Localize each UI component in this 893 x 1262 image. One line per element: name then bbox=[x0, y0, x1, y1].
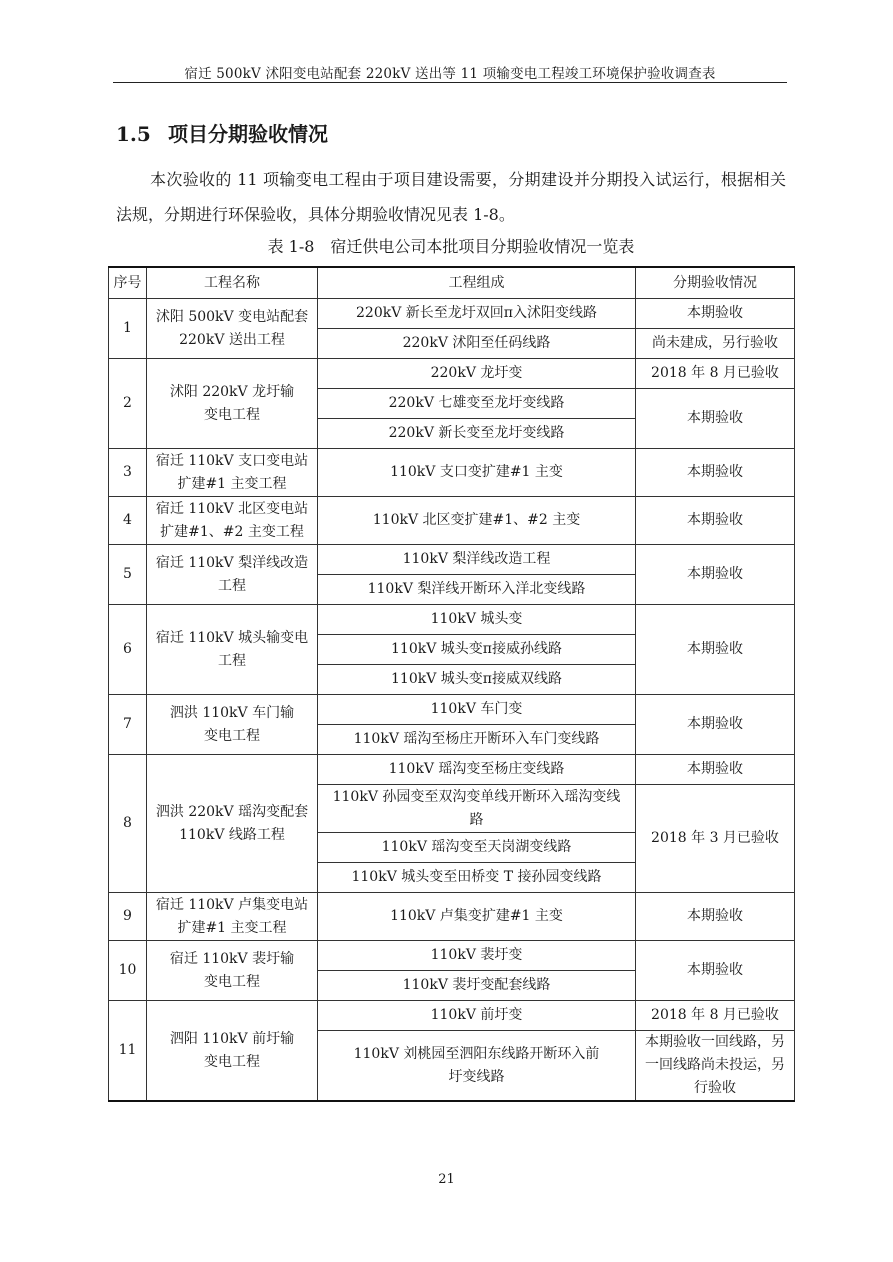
component-cell: 110kV 梨洋线开断环入洋北变线路 bbox=[318, 575, 636, 605]
status-cell: 2018 年 3 月已验收 bbox=[636, 785, 795, 893]
status-cell: 本期验收 bbox=[636, 695, 795, 755]
status-cell: 本期验收一回线路，另一回线路尚未投运，另行验收 bbox=[636, 1031, 795, 1102]
acceptance-table bbox=[108, 266, 795, 1102]
component-cell: 110kV 前圩变 bbox=[318, 1001, 636, 1031]
project-name: 泗阳 110kV 前圩输变电工程 bbox=[147, 1001, 318, 1102]
table-row bbox=[109, 497, 795, 545]
status-cell: 本期验收 bbox=[636, 893, 795, 941]
project-name: 宿迁 110kV 裴圩输变电工程 bbox=[147, 941, 318, 1001]
project-name: 宿迁 110kV 支口变电站扩建#1 主变工程 bbox=[147, 449, 318, 497]
component-cell: 110kV 裴圩变配套线路 bbox=[318, 971, 636, 1001]
project-name: 沭阳 500kV 变电站配套 220kV 送出工程 bbox=[147, 299, 318, 359]
row-number: 3 bbox=[109, 449, 147, 497]
component-cell: 220kV 龙圩变 bbox=[318, 359, 636, 389]
section-number: 1.5 bbox=[116, 122, 151, 146]
status-cell: 2018 年 8 月已验收 bbox=[636, 359, 795, 389]
project-name: 宿迁 110kV 梨洋线改造工程 bbox=[147, 545, 318, 605]
row-number: 9 bbox=[109, 893, 147, 941]
table-row bbox=[109, 545, 795, 575]
table-caption: 表 1-8 宿迁供电公司本批项目分期验收情况一览表 bbox=[267, 237, 635, 256]
component-cell: 110kV 车门变 bbox=[318, 695, 636, 725]
status-cell: 本期验收 bbox=[636, 449, 795, 497]
component-cell: 110kV 裴圩变 bbox=[318, 941, 636, 971]
component-cell: 110kV 城头变π接威双线路 bbox=[318, 665, 636, 695]
component-cell: 220kV 新长至龙圩双回π入沭阳变线路 bbox=[318, 299, 636, 329]
table-row bbox=[109, 1001, 795, 1031]
row-number: 5 bbox=[109, 545, 147, 605]
status-cell: 本期验收 bbox=[636, 545, 795, 605]
table-row bbox=[109, 893, 795, 941]
project-name: 泗洪 110kV 车门输变电工程 bbox=[147, 695, 318, 755]
table-row bbox=[109, 359, 795, 389]
status-cell: 本期验收 bbox=[636, 497, 795, 545]
row-number: 6 bbox=[109, 605, 147, 695]
project-name: 宿迁 110kV 北区变电站扩建#1、#2 主变工程 bbox=[147, 497, 318, 545]
column-header: 序号 bbox=[109, 267, 147, 299]
status-cell: 本期验收 bbox=[636, 605, 795, 695]
project-name: 宿迁 110kV 城头输变电工程 bbox=[147, 605, 318, 695]
row-number: 1 bbox=[109, 299, 147, 359]
component-cell: 220kV 七雄变至龙圩变线路 bbox=[318, 389, 636, 419]
status-cell: 尚未建成，另行验收 bbox=[636, 329, 795, 359]
component-cell: 220kV 新长变至龙圩变线路 bbox=[318, 419, 636, 449]
table-row bbox=[109, 299, 795, 329]
row-number: 7 bbox=[109, 695, 147, 755]
section-heading bbox=[116, 118, 328, 147]
table-row bbox=[109, 941, 795, 971]
component-cell: 110kV 城头变 bbox=[318, 605, 636, 635]
table-row bbox=[109, 755, 795, 785]
running-header: 宿迁 500kV 沭阳变电站配套 220kV 送出等 11 项输变电工程竣工环境保护验收调查表 bbox=[184, 66, 716, 82]
component-cell: 110kV 城头变π接威孙线路 bbox=[318, 635, 636, 665]
component-cell: 110kV 北区变扩建#1、#2 主变 bbox=[318, 497, 636, 545]
header-rule bbox=[113, 82, 787, 83]
component-cell: 110kV 卢集变扩建#1 主变 bbox=[318, 893, 636, 941]
row-number: 8 bbox=[109, 755, 147, 893]
component-cell: 110kV 支口变扩建#1 主变 bbox=[318, 449, 636, 497]
status-cell: 本期验收 bbox=[636, 299, 795, 329]
row-number: 11 bbox=[109, 1001, 147, 1102]
component-cell: 110kV 瑶沟至杨庄开断环入车门变线路 bbox=[318, 725, 636, 755]
component-cell: 110kV 瑶沟变至天岗湖变线路 bbox=[318, 833, 636, 863]
row-number: 4 bbox=[109, 497, 147, 545]
component-cell: 110kV 孙园变至双沟变单线开断环入瑶沟变线路 bbox=[318, 785, 636, 833]
project-name: 宿迁 110kV 卢集变电站扩建#1 主变工程 bbox=[147, 893, 318, 941]
component-cell: 110kV 刘桃园至泗阳东线路开断环入前圩变线路 bbox=[318, 1031, 636, 1102]
row-number: 10 bbox=[109, 941, 147, 1001]
project-name: 泗洪 220kV 瑶沟变配套 110kV 线路工程 bbox=[147, 755, 318, 893]
column-header: 工程组成 bbox=[318, 267, 636, 299]
component-cell: 110kV 梨洋线改造工程 bbox=[318, 545, 636, 575]
status-cell: 本期验收 bbox=[636, 941, 795, 1001]
table-row bbox=[109, 695, 795, 725]
row-number: 2 bbox=[109, 359, 147, 449]
column-header: 工程名称 bbox=[147, 267, 318, 299]
component-cell: 110kV 城头变至田桥变 T 接孙园变线路 bbox=[318, 863, 636, 893]
component-cell: 220kV 沭阳至任码线路 bbox=[318, 329, 636, 359]
page-number: 21 bbox=[438, 1172, 455, 1187]
table-row bbox=[109, 449, 795, 497]
body-paragraph: 本次验收的 11 项输变电工程由于项目建设需要，分期建设并分期投入试运行，根据相关法规，分期进行环保验收，具体分期验收情况见表 1-8。 bbox=[116, 170, 786, 224]
section-title: 项目分期验收情况 bbox=[168, 122, 328, 146]
project-name: 沭阳 220kV 龙圩输变电工程 bbox=[147, 359, 318, 449]
status-cell: 本期验收 bbox=[636, 389, 795, 449]
status-cell: 2018 年 8 月已验收 bbox=[636, 1001, 795, 1031]
component-cell: 110kV 瑶沟变至杨庄变线路 bbox=[318, 755, 636, 785]
column-header: 分期验收情况 bbox=[636, 267, 795, 299]
table-row bbox=[109, 605, 795, 635]
status-cell: 本期验收 bbox=[636, 755, 795, 785]
table-header-row bbox=[109, 267, 795, 299]
